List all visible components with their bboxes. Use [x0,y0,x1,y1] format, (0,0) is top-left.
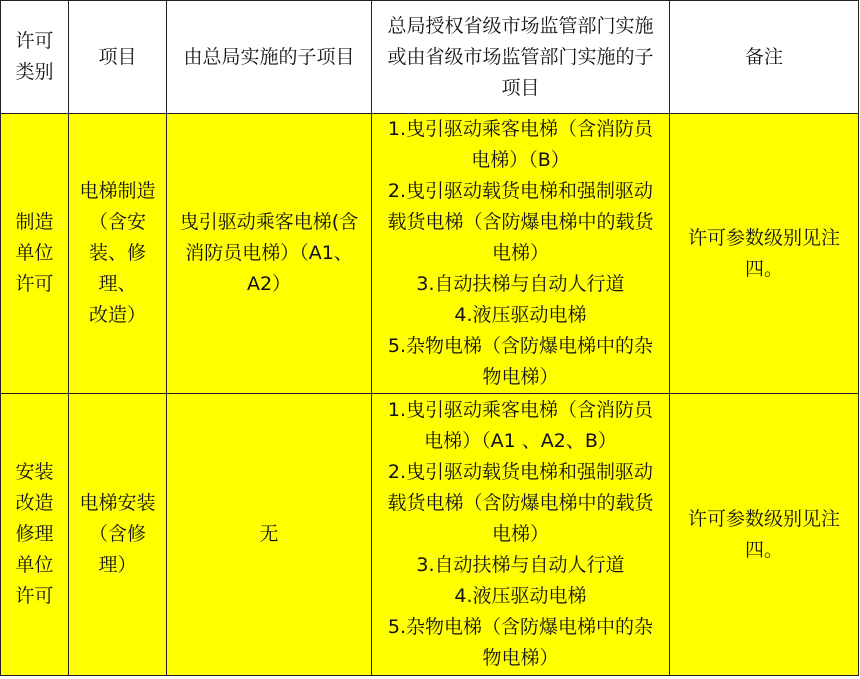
table-row [1,114,859,394]
header-note: 备注 [670,1,859,114]
header-hq-subitem: 由总局实施的子项目 [167,1,372,114]
cell-category: 安装 改造 修理 单位 许可 [1,394,69,676]
cell-note: 许可参数级别见注 四。 [670,114,859,394]
header-row [1,1,859,114]
cell-note: 许可参数级别见注 四。 [670,394,859,676]
header-provincial-subitem: 总局授权省级市场监管部门实施 或由省级市场监管部门实施的子 项目 [372,1,670,114]
cell-hq-subitem: 无 [167,394,372,676]
table-row [1,394,859,676]
cell-provincial-subitem: 1.曳引驱动乘客电梯（含消防员 电梯）（B） 2.曳引驱动载货电梯和强制驱动 载货电梯（含防爆电梯中的载货 电梯） 3.自动扶梯与自动人行道 4.液压驱动电梯 5.杂物电梯（含防爆电梯中的杂 物电梯） [372,114,670,394]
cell-category: 制造 单位 许可 [1,114,69,394]
cell-provincial-subitem: 1.曳引驱动乘客电梯（含消防员 电梯）（A1 、A2、B） 2.曳引驱动载货电梯和强制驱动 载货电梯（含防爆电梯中的载货 电梯） 3.自动扶梯与自动人行道 4.液压驱动电梯 5.杂物电梯（含防爆电梯中的杂 物电梯） [372,394,670,676]
header-item: 项目 [69,1,167,114]
header-category: 许可 类别 [1,1,69,114]
cell-item: 电梯安装 （含修 理） [69,394,167,676]
cell-hq-subitem: 曳引驱动乘客电梯(含 消防员电梯）（A1、 A2） [167,114,372,394]
cell-item: 电梯制造 （含安 装、修理、 改造） [69,114,167,394]
